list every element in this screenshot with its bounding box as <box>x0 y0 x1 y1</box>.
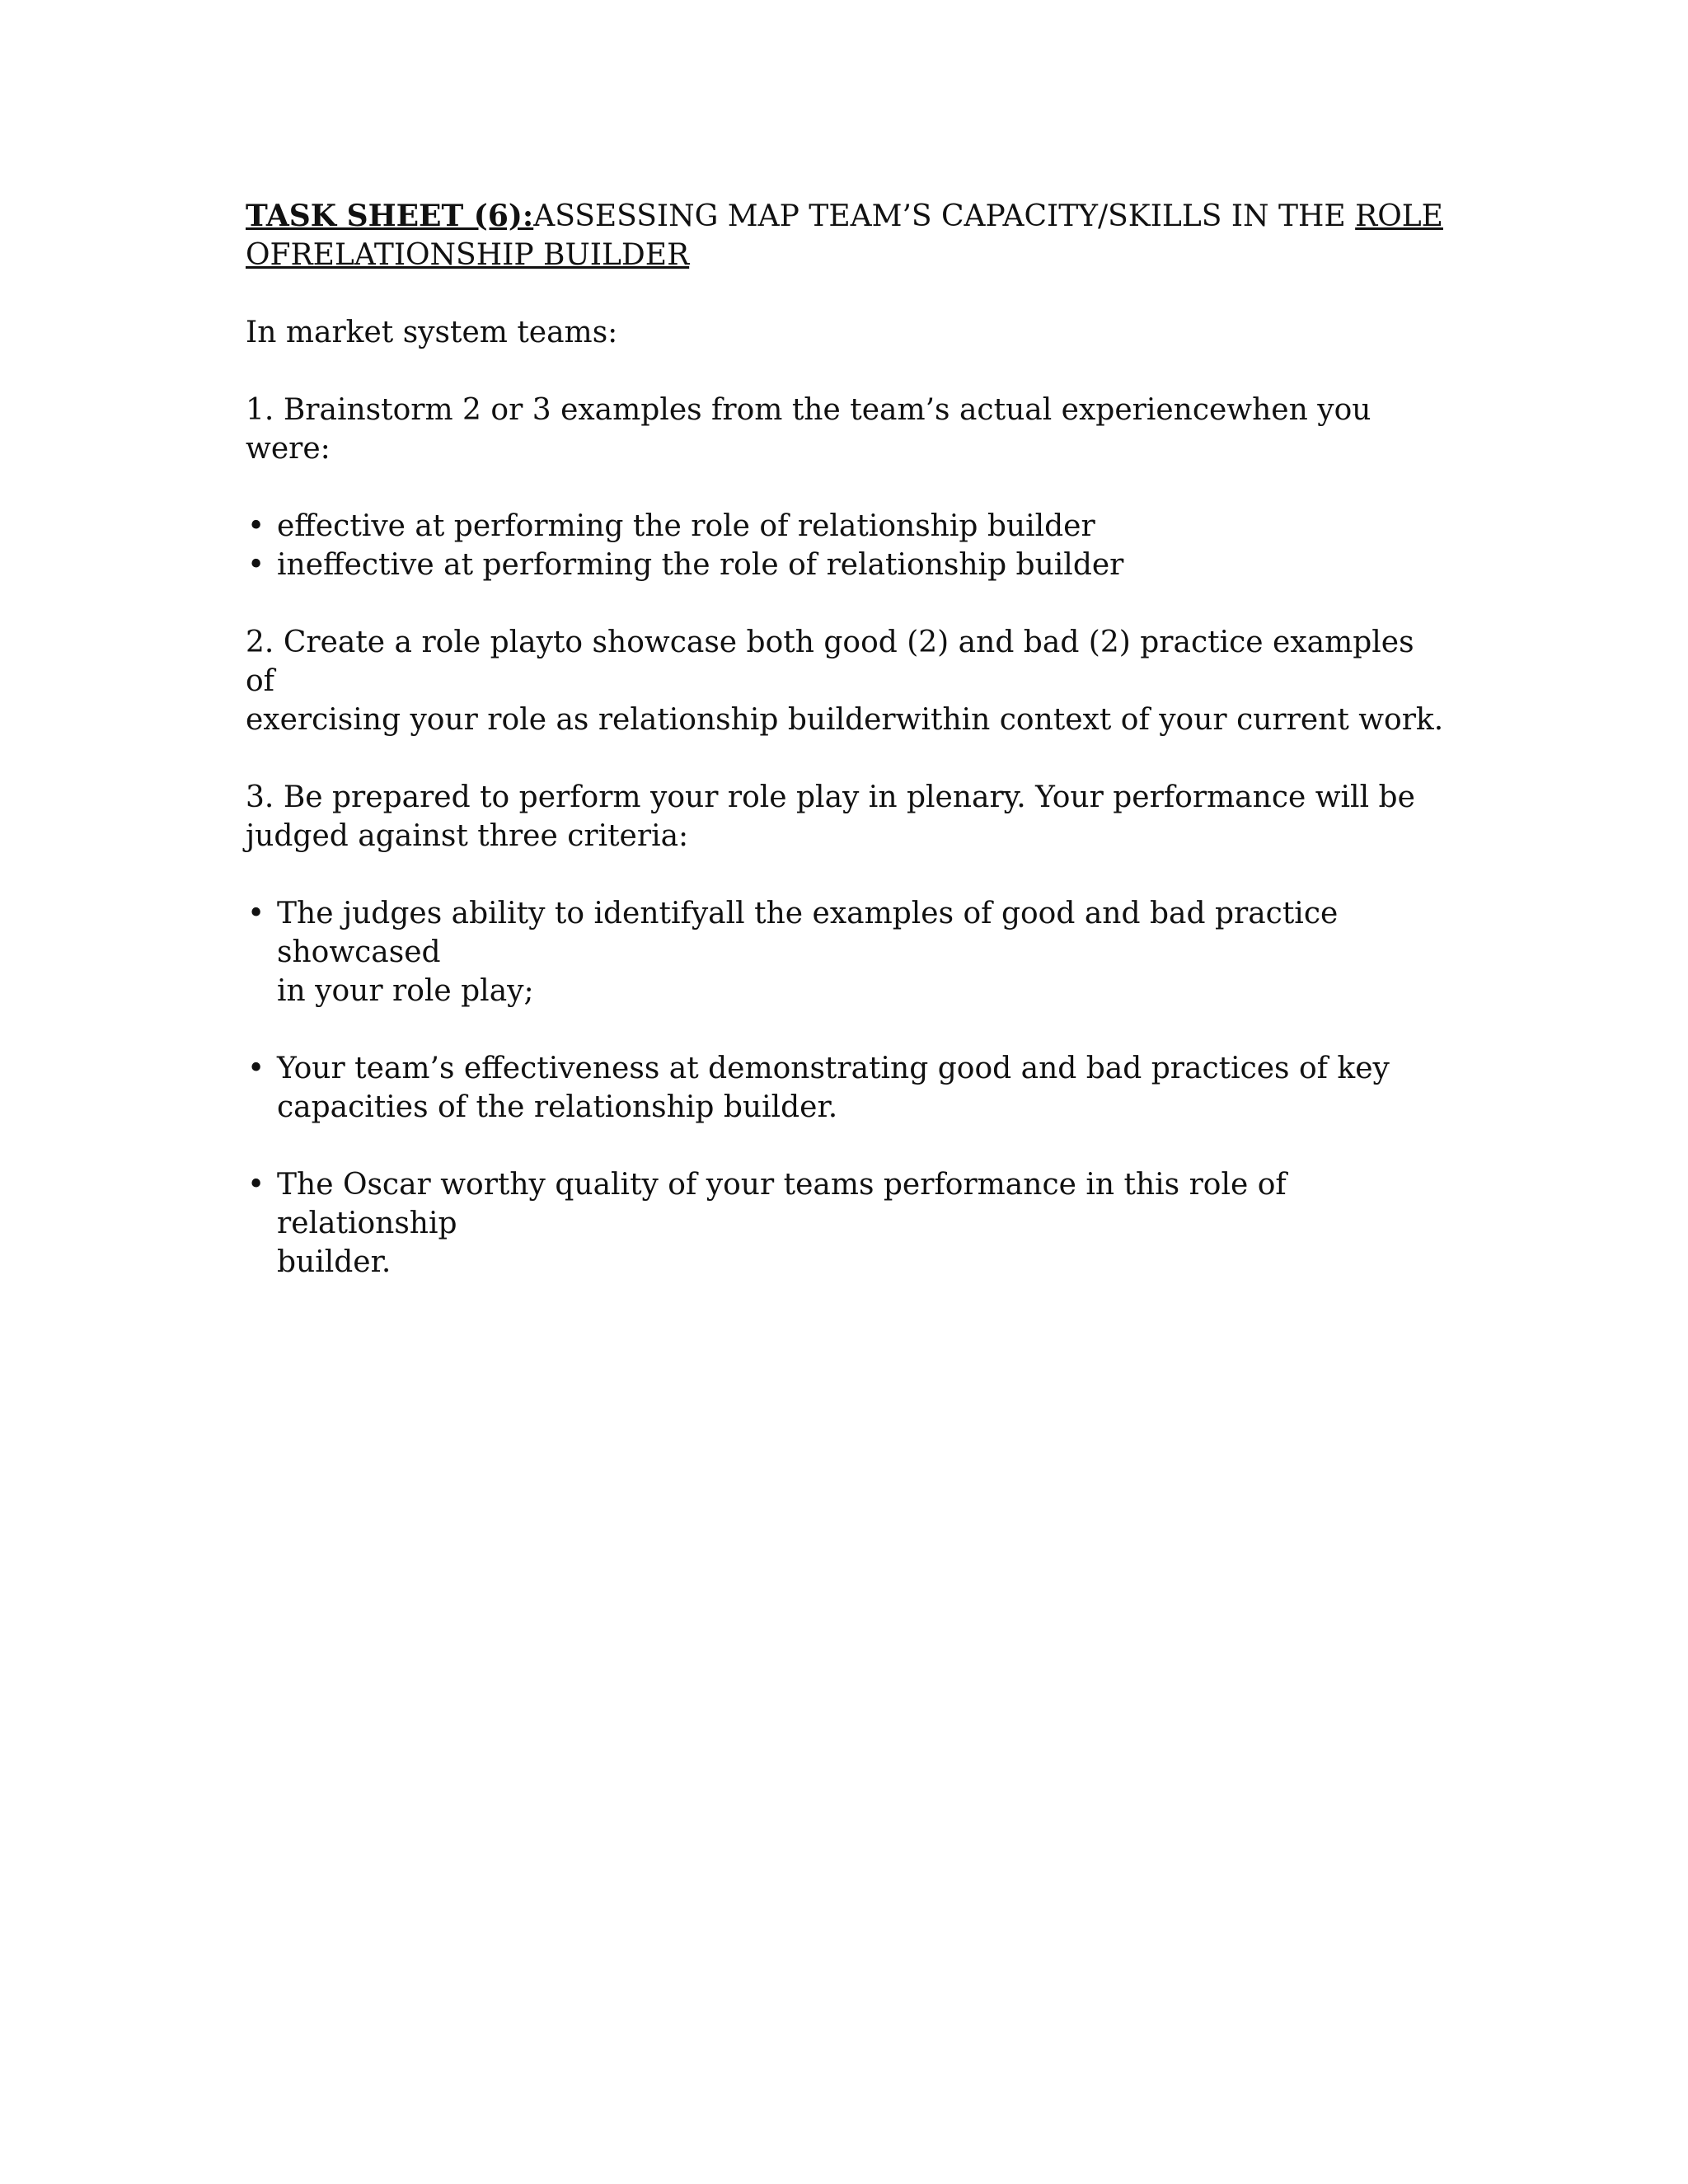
task-sheet-label: TASK SHEET (6): <box>246 199 534 233</box>
list-item-text: ineffective at performing the role of relationship builder <box>277 548 1124 582</box>
criteria-1-line-2: in your role play; <box>277 974 534 1008</box>
list-item <box>246 1165 1449 1282</box>
list-item <box>246 546 1449 584</box>
bullet-icon: • <box>247 548 265 582</box>
step-2-line-1 <box>246 623 1449 701</box>
step-2-text-line-2: exercising your role as relationship builderwithin context of your current work. <box>246 703 1444 737</box>
title-line-2 <box>246 236 1449 274</box>
step-2-number: 2. <box>246 626 274 659</box>
intro-text: In market system teams: <box>246 316 618 349</box>
bullet-icon: • <box>247 509 265 543</box>
document-body <box>246 197 1449 1282</box>
list-item-text: effective at performing the role of relationship builder <box>277 509 1095 543</box>
step-3 <box>246 778 1449 855</box>
bullet-icon: • <box>247 1052 265 1085</box>
criteria-3-line-1: The Oscar worthy quality of your teams performance in this role of relationship <box>277 1168 1287 1240</box>
step-2 <box>246 623 1449 739</box>
criteria-1-line-1: The judges ability to identifyall the examples of good and bad practice showcased <box>277 897 1339 969</box>
criteria-2-line-2: capacities of the relationship builder. <box>277 1090 838 1124</box>
list-item <box>246 894 1449 1010</box>
step-3-number: 3. <box>246 780 274 814</box>
page-title <box>246 197 1449 274</box>
step-1-number: 1. <box>246 393 274 427</box>
title-line-1 <box>246 197 1449 236</box>
bullet-icon: • <box>247 1168 265 1202</box>
step-1-text: Brainstorm 2 or 3 examples from the team’s actual experiencewhen you were: <box>246 393 1372 466</box>
step-1-bullet-list <box>246 507 1449 584</box>
list-item <box>246 507 1449 546</box>
step-2-text-line-1: Create a role playto showcase both good (2) and bad (2) practice examples of <box>246 626 1414 698</box>
criteria-2-line-1: Your team’s effectiveness at demonstrating good and bad practices of key <box>277 1052 1390 1085</box>
step-3-text-line-1: Be prepared to perform your role play in plenary. Your performance will be <box>283 780 1415 814</box>
bullet-icon: • <box>247 897 265 930</box>
title-relationship-builder-text: OFRELATIONSHIP BUILDER <box>246 238 690 272</box>
step-3-text-line-2: judged against three criteria: <box>246 819 689 853</box>
title-role-text: ROLE <box>1355 199 1443 233</box>
title-main-text: ASSESSING MAP TEAM’S CAPACITY/SKILLS IN THE <box>533 199 1356 233</box>
criteria-bullet-list <box>246 894 1449 1282</box>
criteria-3-line-2: builder. <box>277 1245 392 1279</box>
list-item <box>246 1049 1449 1127</box>
step-3-line-1 <box>246 778 1449 817</box>
step-1 <box>246 391 1449 468</box>
